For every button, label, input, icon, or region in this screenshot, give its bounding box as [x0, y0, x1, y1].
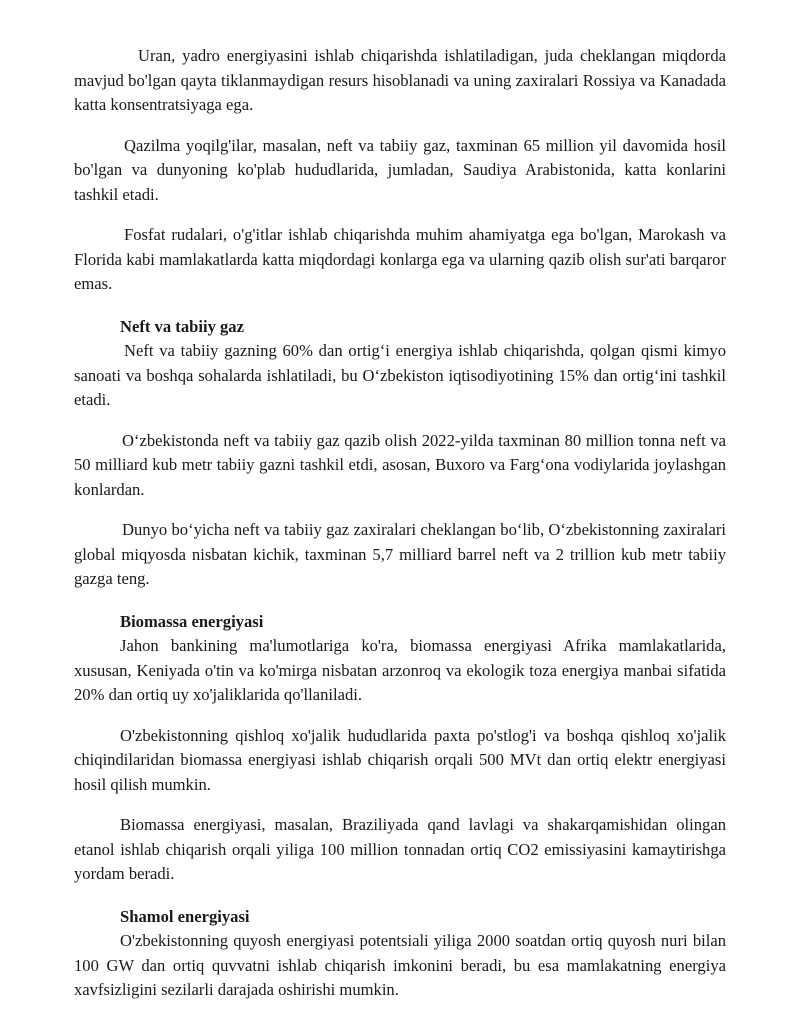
section-heading: Shamol energiyasi [120, 906, 250, 926]
paragraph-phosphate: Fosfat rudalari, o'g'itlar ishlab chiqarishda muhim ahamiyatga ega bo'lgan, Marokash va Florida kabi mamlakatlarda katta miqdordagi konlarga ega va ularning qazib olish sur'ati barqaror emas. [74, 225, 726, 293]
paragraph: O'zbekistonning quyosh energiyasi potentsiali yiliga 2000 soatdan ortiq quyosh nuri bilan 100 GW dan ortiq quvvatni ishlab chiqarish imkonini beradi, bu esa mamlakatning energiya xavfsizligini sezilarli darajada oshirishi mumkin. [74, 931, 726, 999]
paragraph: Biomassa energiyasi, masalan, Braziliyada qand lavlagi va shakarqamishidan olingan etanol ishlab chiqarish orqali yiliga 100 million tonnadan ortiq CO2 emissiyasini kamaytirishga yordam beradi. [74, 815, 726, 883]
paragraph-fossil-fuels: Qazilma yoqilg'ilar, masalan, neft va tabiiy gaz, taxminan 65 million yil davomida hosil bo'lgan va dunyoning ko'plab hududlarida, jumladan, Saudiya Arabistonida, katta konlarini tashkil etadi. [74, 135, 726, 204]
paragraph: Jahon bankining ma'lumotlariga ko'ra, biomassa energiyasi Afrika mamlakatlarida, xususan, Keniyada o'tin va ko'mirga nisbatan arzonroq va ekologik toza energiya manbai sifatida 20% dan ortiq uy xo'jaliklarida qo'llaniladi. [74, 636, 726, 704]
section-oil-gas [74, 315, 726, 592]
section-wind [74, 905, 726, 1003]
paragraph: O'zbekistonning qishloq xo'jalik hududlarida paxta po'stlog'i va boshqa qishloq xo'jalik chiqindilaridan biomassa energiyasi ishlab chiqarish orqali 500 MVt dan ortiq elektr energiyasi hosil qilish mumkin. [74, 725, 726, 794]
paragraph-uranium: Uran, yadro energiyasini ishlab chiqarishda ishlatiladigan, juda cheklangan miqdorda mavjud bo'lgan qayta tiklanmaydigan resurs hisoblanadi va uning zaxiralari Rossiya va Kanadada katta konsentratsiyaga ega. [74, 46, 726, 114]
paragraph: O‘zbekistonda neft va tabiiy gaz qazib olish 2022-yilda taxminan 80 million tonna neft va 50 milliard kub metr tabiiy gazni tashkil etdi, asosan, Buxoro va Farg‘ona vodiylarida joylashgan konlardan. [74, 430, 726, 499]
paragraph: Dunyo bo‘yicha neft va tabiiy gaz zaxiralari cheklangan bo‘lib, O‘zbekistonning zaxiralari global miqyosda nisbatan kichik, taxminan 5,7 milliard barrel neft va 2 trillion kub metr tabiiy gazga teng. [74, 520, 726, 588]
paragraph: Neft va tabiiy gazning 60% dan ortig‘i energiya ishlab chiqarishda, qolgan qismi kimyo sanoati va boshqa sohalarda ishlatiladi, bu O‘zbekiston iqtisodiyotining 15% dan ortig‘ini tashkil etadi. [74, 341, 726, 409]
section-biomass [74, 610, 726, 887]
section-heading: Neft va tabiiy gaz [120, 316, 244, 336]
section-heading: Biomassa energiyasi [120, 611, 264, 631]
